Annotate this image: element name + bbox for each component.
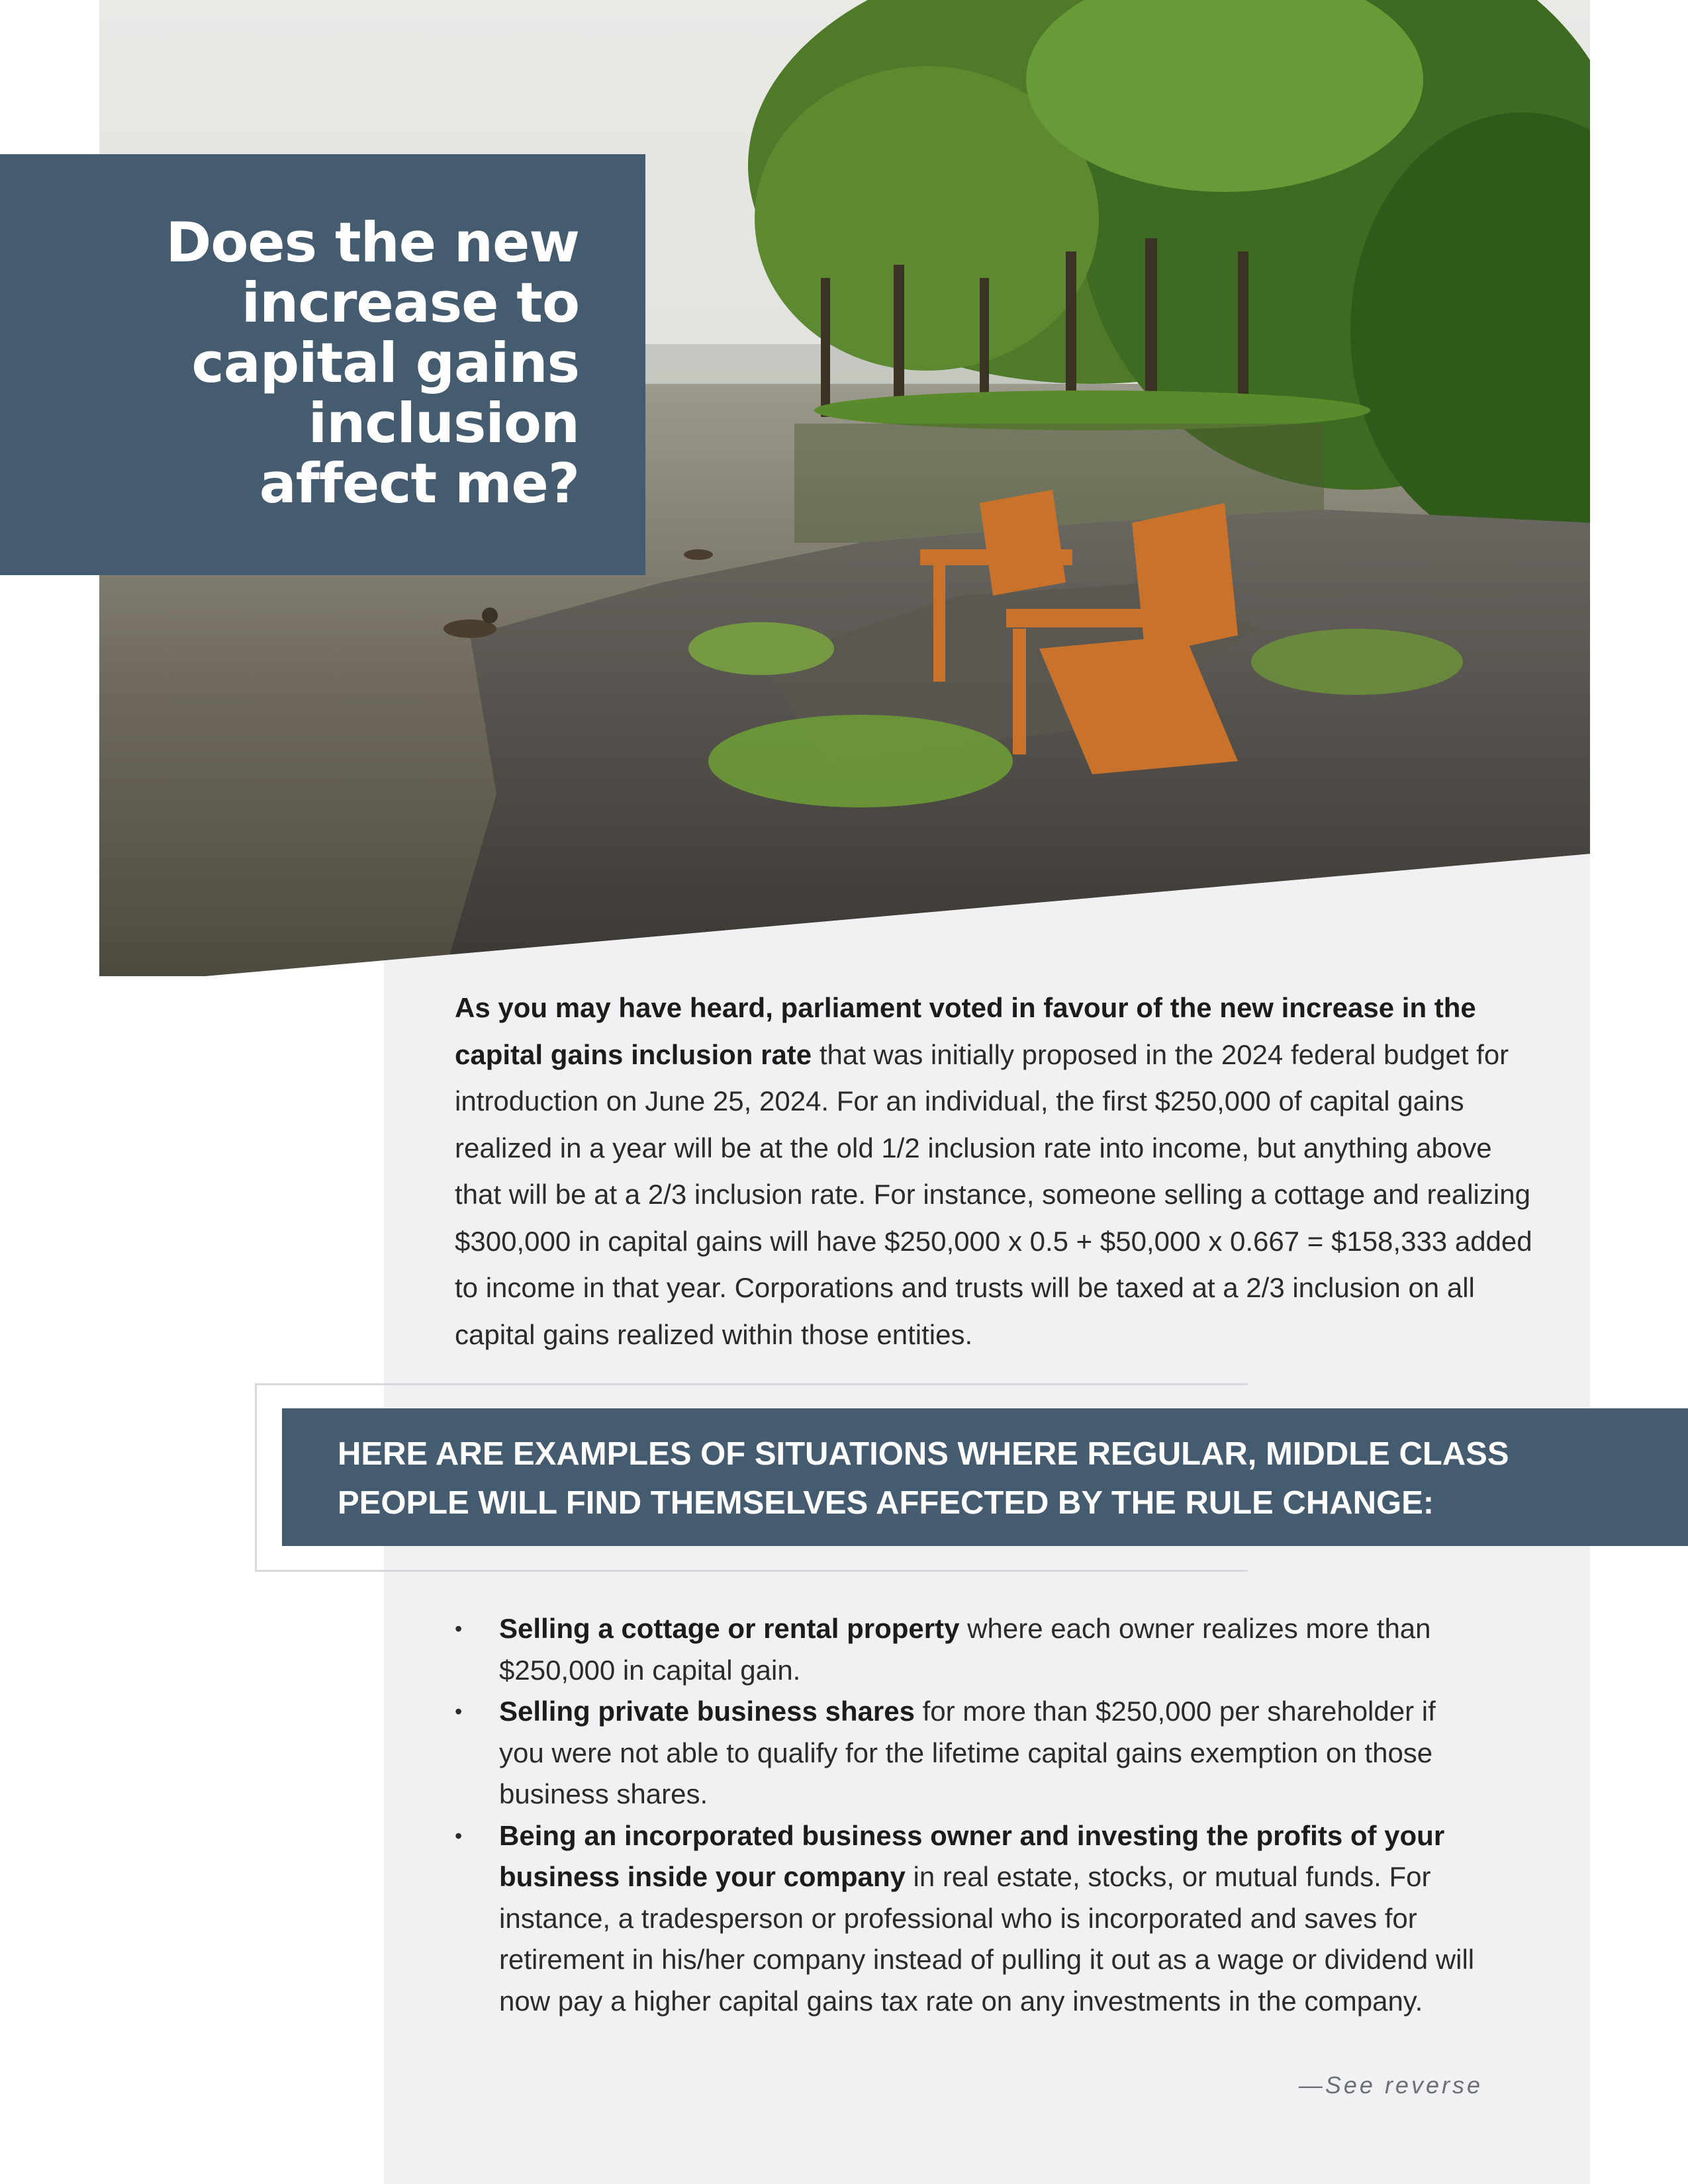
bullet-dot: • [455,1700,463,1723]
list-item-bold: Selling private business shares [499,1696,915,1727]
page-title [63,212,579,514]
callout-heading: HERE ARE EXAMPLES OF SITUATIONS WHERE REGULAR, MIDDLE CLASS PEOPLE WILL FIND THEMSELVES AFFECTED BY THE RULE CHANGE: [338,1436,1509,1521]
title-line: increase to [241,271,579,335]
title-line: capital gains [191,331,579,395]
list-item-text: for more than $250,000 per shareholder if you were not able to qualify for the lifetime capital gains exemption on those business shares. [499,1696,1436,1809]
see-reverse-note: —See reverse [1298,2071,1483,2099]
title-line: inclusion [308,391,579,455]
list-item-text: in real estate, stocks, or mutual funds. For instance, a tradesperson or professional who is incorporated and saves for retirement in his/her company instead of pulling it out as a wage or dividend will now pay a higher capital gains tax rate on any investments in the company. [499,1861,1475,2017]
bullet-dot: • [455,1617,463,1641]
bullet-dot: • [455,1823,463,1848]
examples-list [455,1608,1487,2022]
title-line: affect me? [259,451,579,516]
intro-bold: As you may have heard, parliament voted in favour of the new increase in the capital gains inclusion rate [455,992,1476,1070]
list-item-bold: Selling a cottage or rental property [499,1613,960,1644]
list-item [455,1691,1487,1815]
intro-paragraph [455,985,1540,1358]
callout-box [282,1408,1688,1546]
list-item-bold: Being an incorporated business owner and investing the profits of your business inside your company [499,1819,1445,1892]
title-box [0,154,645,575]
list-item [455,1815,1487,2023]
title-line: Does the new [165,210,579,275]
list-item [455,1608,1487,1691]
intro-text: that was initially proposed in the 2024 federal budget for introduction on June 25, 2024. For an individual, the first $250,000 of capital gains realized in a year will be at the old 1/2 inclusion rate into income, but anything above that will be at a 2/3 inclusion rate. For instance, someone selling a cottage and realizing $300,000 in capital gains will have $250,000 x 0.5 + $50,000 x 0.667 = $158,333 added to income in that year. Corporations and trusts will be taxed at a 2/3 inclusion on all capital gains realized within those entities. [455,1038,1532,1350]
list-item-text: where each owner realizes more than $250,000 in capital gain. [499,1613,1431,1686]
